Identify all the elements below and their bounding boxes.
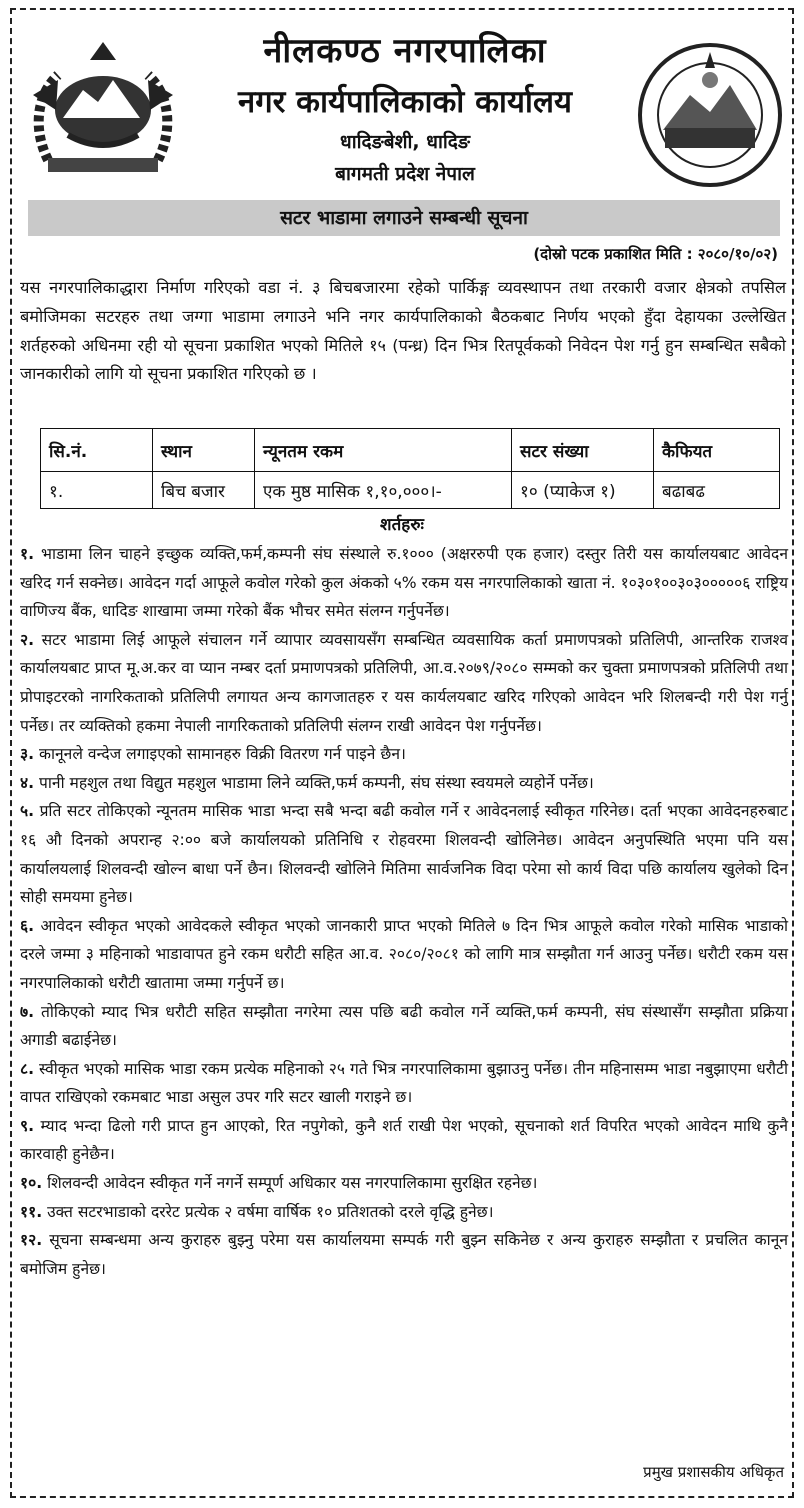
condition-number: १२. — [20, 1231, 43, 1250]
table-row — [41, 472, 780, 509]
condition-number: १०. — [20, 1174, 43, 1193]
condition-text: म्याद भन्दा ढिलो गरी प्राप्त हुन आएको, रित नपुगेको, कुनै शर्त राखी पेश भएको, सूचनाको शर्त विपरित भएको आवेदन माथि कुनै कारवाही हुनेछैन। — [20, 1116, 788, 1164]
condition-text: उक्त सटरभाडाको दररेट प्रत्येक २ वर्षमा वार्षिक १० प्रतिशतको दरले वृद्धि हुनेछ। — [47, 1202, 494, 1221]
table-header: न्यूनतम रकम — [255, 429, 512, 472]
shutter-table — [40, 428, 780, 509]
condition-item — [20, 1112, 788, 1169]
condition-number: ७. — [20, 1002, 35, 1021]
condition-number: ६. — [20, 916, 35, 935]
table-header: कैफियत — [654, 429, 780, 472]
province-name: बागमती प्रदेश नेपाल — [335, 163, 475, 185]
condition-item — [20, 740, 788, 769]
table-cell: एक मुष्ठ मासिक १,१०,०००।- — [255, 472, 512, 509]
condition-text: सूचना सम्बन्धमा अन्य कुराहरु बुझ्नु परेमा यस कार्यालयमा सम्पर्क गरी बुझ्न सकिनेछ र अन्य कुराहरु सम्झौता र प्रचलित कानून बमोजिम हुनेछ। — [20, 1231, 788, 1278]
condition-item — [20, 1198, 788, 1227]
condition-item — [20, 1169, 788, 1198]
condition-item — [20, 912, 788, 998]
table-header: सटर संख्या — [512, 429, 654, 472]
municipality-seal-icon — [635, 40, 785, 190]
nepal-emblem-icon — [28, 40, 178, 180]
condition-item — [20, 1226, 788, 1283]
condition-text: सटर भाडामा लिई आफूले संचालन गर्ने व्यापार व्यवसायसँग सम्बन्धित व्यवसायिक कर्ता प्रमाणपत्रको प्रतिलिपी, आन्तरिक राजश्व कार्यालयबाट प्राप्त मू.अ.कर वा प्यान नम्बर दर्ता प्रमाणपत्रको प्रतिलिपी, आ.व.२०७९/२०८० सम्मको कर चुक्ता प्रमाणपत्रको प्रतिलिपी तथा प्रोपाइटरको नागरिकताको प्रतिलिपी लगायत अन्य कागजातहरु र यस कार्यलयबाट खरिद गरिएको आवेदन भरि शिलबन्दी गरी पेश गर्नु पर्नेछ। तर व्यक्तिको हकमा नेपाली नागरिकताको प्रतिलिपी संलग्न राखी आवेदन पेश गर्नुपर्नेछ। — [20, 630, 788, 735]
condition-text: शिलवन्दी आवेदन स्वीकृत गर्ने नगर्ने सम्पूर्ण अधिकार यस नगरपालिकामा सुरक्षित रहनेछ। — [47, 1174, 538, 1193]
condition-text: प्रति सटर तोकिएको न्यूनतम मासिक भाडा भन्दा सबै भन्दा बढी कवोल गर्ने र आवेदनलाई स्वीकृत गरिनेछ। दर्ता भएका आवेदनहरुबाट १६ औ दिनको अपरान्ह २:०० बजे कार्यालयको प्रतिनिधि र रोहवरमा शिलवन्दी खोलिनेछ। आवेदन अनुपस्थिति भएमा पनि यस कार्यालयलाई शिलवन्दी खोल्न बाधा पर्ने छैन। शिलवन्दी खोलिने मितिमा सार्वजनिक विदा परेमा सो कार्य विदा पछि कार्यालय खुलेको दिन सोही समयमा हुनेछ। — [20, 802, 788, 907]
table-header-row — [41, 429, 780, 472]
condition-number: ९. — [20, 1116, 35, 1135]
municipality-name: नीलकण्ठ नगरपालिका — [263, 31, 547, 71]
table-header: स्थान — [153, 429, 255, 472]
condition-text: भाडामा लिन चाहने इच्छुक व्यक्ति,फर्म,कम्पनी संघ संस्थाले रु.१००० (अक्षररुपी एक हजार) दस्तुर तिरी यस कार्यालयबाट आवेदन खरिद गर्न सक्नेछ। आवेदन गर्दा आफूले कवोल गरेको कुल अंकको ५% रकम यस नगरपालिकाको खाता नं. १०३०१००३०३०००००६ राष्ट्रिय वाणिज्य बैंक, धादिङ शाखामा जम्मा गरेको बैंक भौचर समेत संलग्न गर्नुपर्नेछ। — [20, 545, 788, 621]
table-cell: १. — [41, 472, 153, 509]
publication-date: (दोस्रो पटक प्रकाशित मिति : २०८०/१०/०२) — [533, 245, 778, 263]
condition-number: ८. — [20, 1059, 35, 1078]
office-name: नगर कार्यपालिकाको कार्यालय — [238, 84, 572, 120]
condition-number: ३. — [20, 745, 35, 764]
table-cell: बढाबढ — [654, 472, 780, 509]
condition-number: ५. — [20, 802, 35, 821]
condition-number: ११. — [20, 1202, 43, 1221]
conditions-heading: शर्तहरुः — [380, 515, 424, 535]
conditions-list — [20, 540, 788, 1283]
office-address: धादिङबेशी, धादिङ — [340, 131, 470, 153]
condition-item — [20, 769, 788, 798]
condition-number: २. — [20, 630, 35, 649]
condition-item — [20, 998, 788, 1055]
condition-text: स्वीकृत भएको मासिक भाडा रकम प्रत्येक महिनाको २५ गते भित्र नगरपालिकामा बुझाउनु पर्नेछ। तीन महिनासम्म भाडा नबुझाएमा धरौटी वापत राखिएको रकमबाट भाडा असुल उपर गरि सटर खाली गराइने छ। — [20, 1059, 788, 1107]
table-cell: बिच बजार — [153, 472, 255, 509]
condition-text: आवेदन स्वीकृत भएको आवेदकले स्वीकृत भएको जानकारी प्राप्त भएको मितिले ७ दिन भित्र आफूले कवोल गरेको मासिक भाडाको दरले जम्मा ३ महिनाको भाडावापत हुने रकम धरौटी सहित आ.व. २०८०/२०८१ को लागि मात्र सम्झौता गर्न आउनु पर्नेछ। धरौटी रकम यस नगरपालिकाको धरौटी खातामा जम्मा गर्नुपर्ने छ। — [20, 916, 788, 992]
condition-text: कानूनले वन्देज लगाइएको सामानहरु विक्री वितरण गर्न पाइने छैन। — [39, 745, 406, 764]
condition-text: तोकिएको म्याद भित्र धरौटी सहित सम्झौता नगरेमा त्यस पछि बढी कवोल गर्ने व्यक्ति,फर्म कम्पनी, संघ संस्थासँग सम्झौता प्रक्रिया अगाडी बढाईनेछ। — [20, 1002, 788, 1050]
condition-item — [20, 1055, 788, 1112]
intro-paragraph: यस नगरपालिकाद्धारा निर्माण गरिएको वडा नं. ३ बिचबजारमा रहेको पार्किङ्ग व्यवस्थापन तथा तरकारी वजार क्षेत्रको तपसिल बमोजिमका सटरहरु तथा जग्गा भाडामा लगाउने भनि नगर कार्यपालिकाको बैठकबाट निर्णय भएको हुँदा देहायका उल्लेखित शर्तहरुको अधिनमा रही यो सूचना प्रकाशित भएको मितिले १५ (पन्ध्र) दिन भित्र रितपूर्वकको निवेदन पेश गर्नु हुन सम्बन्धित सबैको जानकारीको लागि यो सूचना प्रकाशित गरिएको छ । — [20, 278, 786, 384]
table-header: सि.नं. — [41, 429, 153, 472]
condition-item — [20, 797, 788, 911]
signatory-title: प्रमुख प्रशासकीय अधिकृत — [643, 1463, 784, 1481]
notice-title: सटर भाडामा लगाउने सम्बन्धी सूचना — [28, 200, 780, 236]
condition-text: पानी महशुल तथा विद्युत महशुल भाडामा लिने व्यक्ति,फर्म कम्पनी, संघ संस्था स्वयमले व्यहोर्ने पर्नेछ। — [39, 773, 594, 792]
condition-item — [20, 626, 788, 740]
condition-item — [20, 540, 788, 626]
condition-number: १. — [20, 545, 35, 563]
table-cell: १० (प्याकेज १) — [512, 472, 654, 509]
condition-number: ४. — [20, 773, 35, 792]
